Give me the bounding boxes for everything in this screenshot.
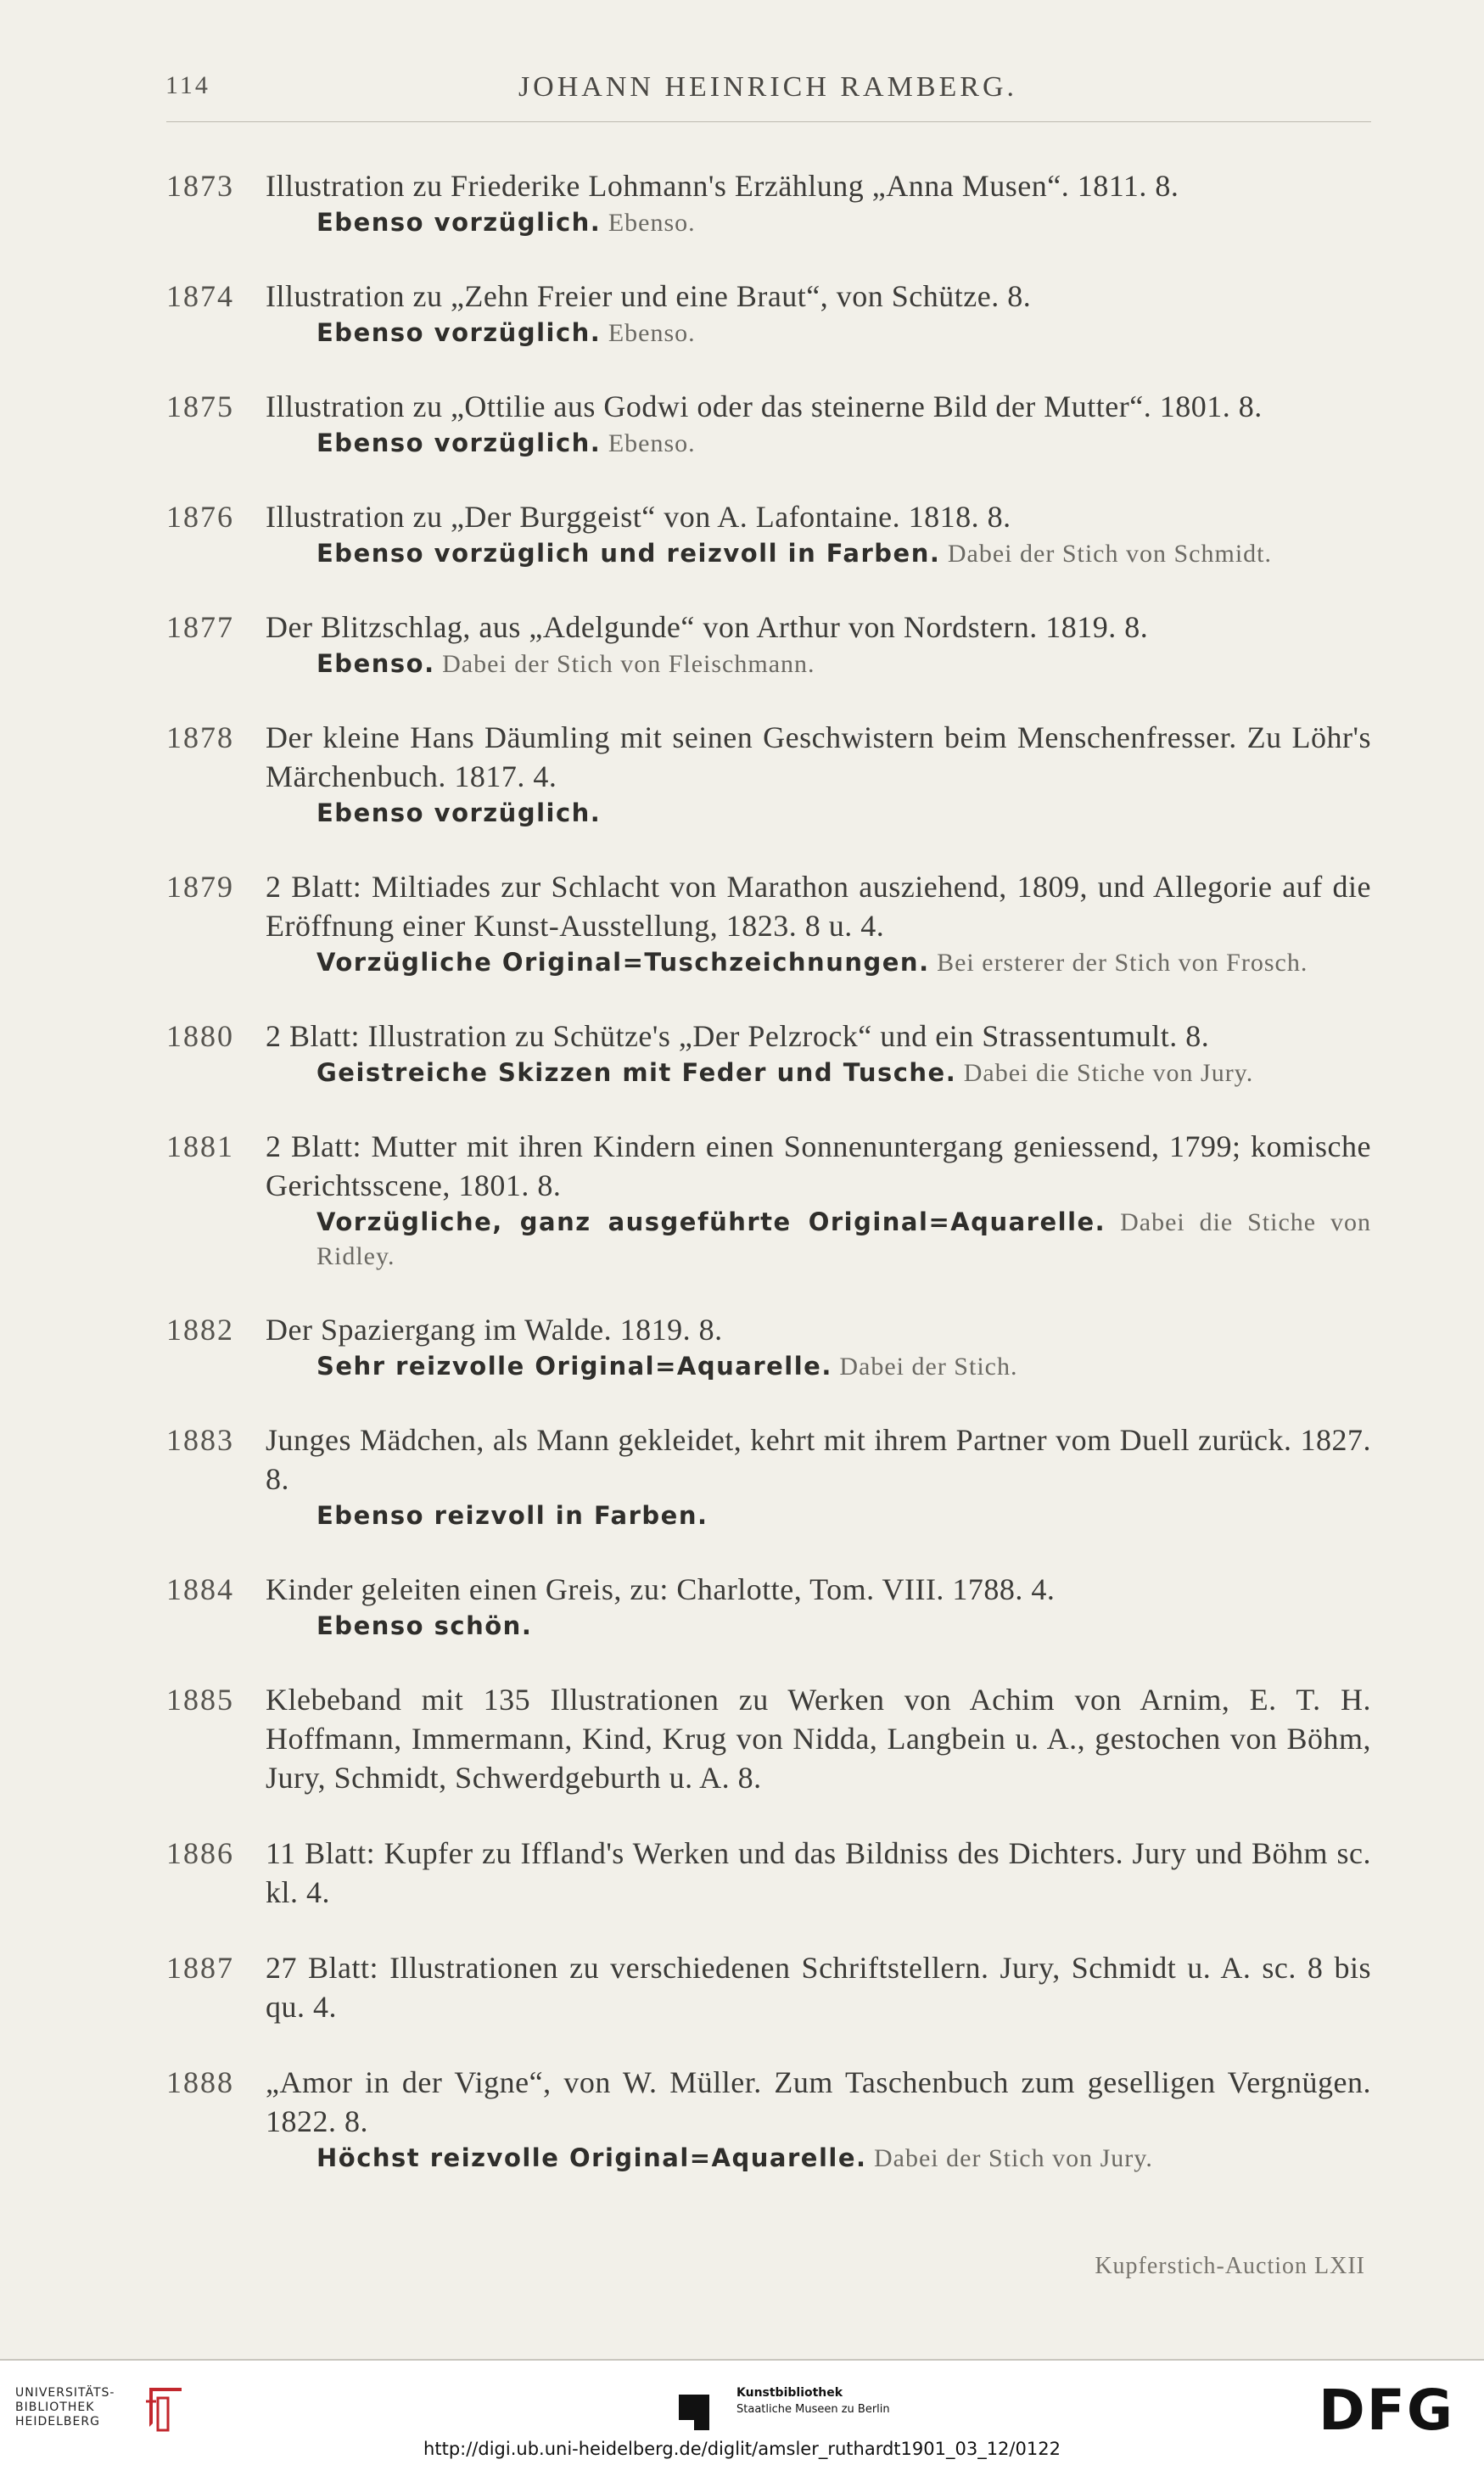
kunstbibliothek-logo[interactable] xyxy=(679,2383,950,2434)
entry-title: 2 Blatt: Illustration zu Schütze's „Der Pelzrock“ und ein Strassentumult. 8. xyxy=(266,1019,1210,1053)
entry-assessment: Ebenso vorzüglich. xyxy=(316,429,602,457)
kunstbibliothek-mark-icon xyxy=(679,2389,713,2430)
page-header xyxy=(165,71,1370,122)
entry-title: 27 Blatt: Illustrationen zu verschiedenen Schriftstellern. Jury, Schmidt u. A. sc. 8 bis qu. 4. xyxy=(266,1951,1371,2024)
entry-row xyxy=(166,1127,1371,1205)
entry-number: 1876 xyxy=(166,500,234,534)
entry-description xyxy=(266,536,1371,571)
catalogue-entry xyxy=(166,497,1371,571)
entry-row xyxy=(166,1310,1371,1349)
entry-body xyxy=(266,2063,1371,2141)
entry-number: 1877 xyxy=(166,610,234,644)
entry-title: Illustration zu „Ottilie aus Godwi oder das steinerne Bild der Mutter“. 1801. 8. xyxy=(266,389,1263,423)
entry-row xyxy=(166,1420,1371,1499)
source-url[interactable]: http://digi.ub.uni-heidelberg.de/diglit/amsler_ruthardt1901_03_12/0122 xyxy=(423,2439,1061,2459)
entry-body xyxy=(266,1310,1371,1349)
entry-number: 1880 xyxy=(166,1019,234,1053)
entry-note: Ebenso. xyxy=(601,209,696,237)
entry-note: Dabei der Stich von Jury. xyxy=(866,2144,1153,2172)
entry-title: Illustration zu Friederike Lohmann's Erzählung „Anna Musen“. 1811. 8. xyxy=(266,169,1179,203)
entry-title: Der Blitzschlag, aus „Adelgunde“ von Arthur von Nordstern. 1819. 8. xyxy=(266,610,1149,644)
catalogue-entry xyxy=(166,1420,1371,1533)
entry-number: 1883 xyxy=(166,1423,234,1457)
entry-assessment: Ebenso schön. xyxy=(316,1611,533,1640)
catalogue-entry xyxy=(166,1127,1371,1274)
entry-row xyxy=(166,1570,1371,1609)
catalogue-entry xyxy=(166,1834,1371,1912)
entry-title: 2 Blatt: Mutter mit ihren Kindern einen Sonnenuntergang geniessend, 1799; komische Gerichtsscene, 1801. 8. xyxy=(266,1129,1371,1202)
entry-title: Der Spaziergang im Walde. 1819. 8. xyxy=(266,1313,723,1347)
entry-description xyxy=(266,1609,1371,1644)
entry-title: Der kleine Hans Däumling mit seinen Geschwistern beim Menschenfresser. Zu Löhr's Märchenbuch. 1817. 4. xyxy=(266,720,1371,793)
dfg-logo[interactable] xyxy=(1317,2380,1470,2434)
entry-assessment: Ebenso reizvoll in Farben. xyxy=(316,1501,708,1530)
footer-rule xyxy=(0,2359,1484,2361)
catalogue-entry xyxy=(166,1948,1371,2026)
entry-row xyxy=(166,387,1371,426)
entry-number: 1881 xyxy=(166,1129,234,1163)
entry-note: Dabei der Stich. xyxy=(832,1353,1018,1381)
kunstbibliothek-subtitle: Staatliche Museen zu Berlin xyxy=(736,2403,890,2416)
entry-title: Illustration zu „Zehn Freier und eine Braut“, von Schütze. 8. xyxy=(266,279,1032,313)
entry-note: Bei ersterer der Stich von Frosch. xyxy=(929,949,1308,977)
catalogue-entry xyxy=(166,1310,1371,1384)
entry-row xyxy=(166,2063,1371,2141)
catalogue-entries xyxy=(166,166,1371,2212)
entry-number: 1878 xyxy=(166,720,234,754)
catalogue-entry xyxy=(166,277,1371,350)
entry-number: 1875 xyxy=(166,389,234,423)
entry-description xyxy=(266,316,1371,350)
entry-body xyxy=(266,1127,1371,1205)
entry-assessment: Ebenso vorzüglich. xyxy=(316,318,602,347)
entry-assessment: Ebenso vorzüglich. xyxy=(316,208,602,237)
entry-row xyxy=(166,166,1371,205)
entry-title: Junges Mädchen, als Mann gekleidet, kehrt mit ihrem Partner vom Duell zurück. 1827. 8. xyxy=(266,1423,1371,1496)
entry-note: Dabei der Stich von Fleischmann. xyxy=(434,650,815,678)
catalogue-entry xyxy=(166,1680,1371,1797)
entry-body xyxy=(266,1017,1371,1056)
entry-title: Kinder geleiten einen Greis, zu: Charlotte, Tom. VIII. 1788. 4. xyxy=(266,1572,1056,1606)
entry-description xyxy=(266,945,1371,980)
catalogue-reference: Kupferstich-Auction LXII xyxy=(1095,2253,1365,2279)
entry-body xyxy=(266,867,1371,945)
entry-row xyxy=(166,277,1371,316)
entry-assessment: Ebenso vorzüglich. xyxy=(316,798,602,827)
entry-number: 1888 xyxy=(166,2065,234,2099)
entry-body xyxy=(266,1420,1371,1499)
entry-row xyxy=(166,608,1371,647)
entry-body xyxy=(266,1834,1371,1912)
entry-row xyxy=(166,867,1371,945)
entry-description xyxy=(266,205,1371,240)
page-number: 114 xyxy=(165,71,210,99)
entry-body xyxy=(266,387,1371,426)
entry-assessment: Ebenso vorzüglich und reizvoll in Farben. xyxy=(316,539,941,568)
dfg-logo-text: DFG xyxy=(1319,2380,1455,2434)
entry-row xyxy=(166,497,1371,536)
entry-assessment: Vorzügliche Original=Tuschzeichnungen. xyxy=(316,948,930,977)
catalogue-entry xyxy=(166,1570,1371,1644)
catalogue-entry xyxy=(166,387,1371,461)
entry-description xyxy=(266,1205,1371,1274)
catalogue-entry xyxy=(166,867,1371,980)
catalogue-entry xyxy=(166,718,1371,831)
entry-body xyxy=(266,1570,1371,1609)
entry-row xyxy=(166,1834,1371,1912)
entry-body xyxy=(266,166,1371,205)
entry-note: Dabei der Stich von Schmidt. xyxy=(940,540,1273,568)
entry-number: 1873 xyxy=(166,169,234,203)
entry-description xyxy=(266,1349,1371,1384)
entry-description xyxy=(266,1499,1371,1533)
entry-title: „Amor in der Vigne“, von W. Müller. Zum Taschenbuch zum geselligen Vergnügen. 1822. 8. xyxy=(266,2065,1371,2138)
entry-note: Ebenso. xyxy=(601,319,696,347)
entry-description xyxy=(266,796,1371,831)
entry-assessment: Höchst reizvolle Original=Aquarelle. xyxy=(316,2143,867,2172)
entry-number: 1886 xyxy=(166,1836,234,1870)
entry-description xyxy=(266,2141,1371,2176)
catalogue-entry xyxy=(166,2063,1371,2176)
running-title: JOHANN HEINRICH RAMBERG. xyxy=(518,71,1018,103)
catalogue-entry xyxy=(166,1017,1371,1090)
university-library-mark-icon xyxy=(139,2383,190,2434)
entry-row xyxy=(166,1017,1371,1056)
entry-row xyxy=(166,1680,1371,1797)
entry-description xyxy=(266,426,1371,461)
kunstbibliothek-name: Kunstbibliothek xyxy=(736,2386,843,2400)
entry-body xyxy=(266,718,1371,796)
entry-body xyxy=(266,1680,1371,1797)
entry-row xyxy=(166,1948,1371,2026)
entry-title: 2 Blatt: Miltiades zur Schlacht von Marathon ausziehend, 1809, und Allegorie auf die Eröffnung einer Kunst-Ausstellung, 1823. 8 u. 4. xyxy=(266,870,1371,943)
entry-body xyxy=(266,608,1371,647)
entry-number: 1874 xyxy=(166,279,234,313)
catalogue-entry xyxy=(166,608,1371,681)
entry-title: 11 Blatt: Kupfer zu Iffland's Werken und das Bildniss des Dichters. Jury und Böhm sc. kl. 4. xyxy=(266,1836,1371,1909)
header-rule xyxy=(166,121,1371,122)
entry-body xyxy=(266,1948,1371,2026)
entry-assessment: Sehr reizvolle Original=Aquarelle. xyxy=(316,1352,832,1381)
catalogue-entry xyxy=(166,166,1371,240)
entry-assessment: Ebenso. xyxy=(316,649,435,678)
entry-note: Ebenso. xyxy=(601,429,696,457)
entry-description xyxy=(266,1056,1371,1090)
entry-number: 1884 xyxy=(166,1572,234,1606)
entry-note: Dabei die Stiche von Ridley. xyxy=(316,1208,1371,1270)
entry-title: Klebeband mit 135 Illustrationen zu Werken von Achim von Arnim, E. T. H. Hoffmann, Immermann, Kind, Krug von Nidda, Langbein u. A., gestochen von Böhm, Jury, Schmidt, Schwerdgeburth u. A. 8. xyxy=(266,1683,1371,1795)
entry-assessment: Vorzügliche, ganz ausgeführte Original=Aquarelle. xyxy=(316,1207,1106,1236)
entry-number: 1885 xyxy=(166,1683,234,1717)
entry-row xyxy=(166,718,1371,796)
entry-number: 1879 xyxy=(166,870,234,904)
entry-title: Illustration zu „Der Burggeist“ von A. Lafontaine. 1818. 8. xyxy=(266,500,1011,534)
university-library-name: UNIVERSITÄTS- BIBLIOTHEK HEIDELBERG xyxy=(15,2386,115,2429)
entry-number: 1887 xyxy=(166,1951,234,1985)
entry-number: 1882 xyxy=(166,1313,234,1347)
entry-description xyxy=(266,647,1371,681)
entry-assessment: Geistreiche Skizzen mit Feder und Tusche. xyxy=(316,1058,957,1087)
entry-body xyxy=(266,277,1371,316)
entry-body xyxy=(266,497,1371,536)
entry-note: Dabei die Stiche von Jury. xyxy=(956,1059,1254,1087)
university-library-logo[interactable] xyxy=(15,2383,193,2437)
